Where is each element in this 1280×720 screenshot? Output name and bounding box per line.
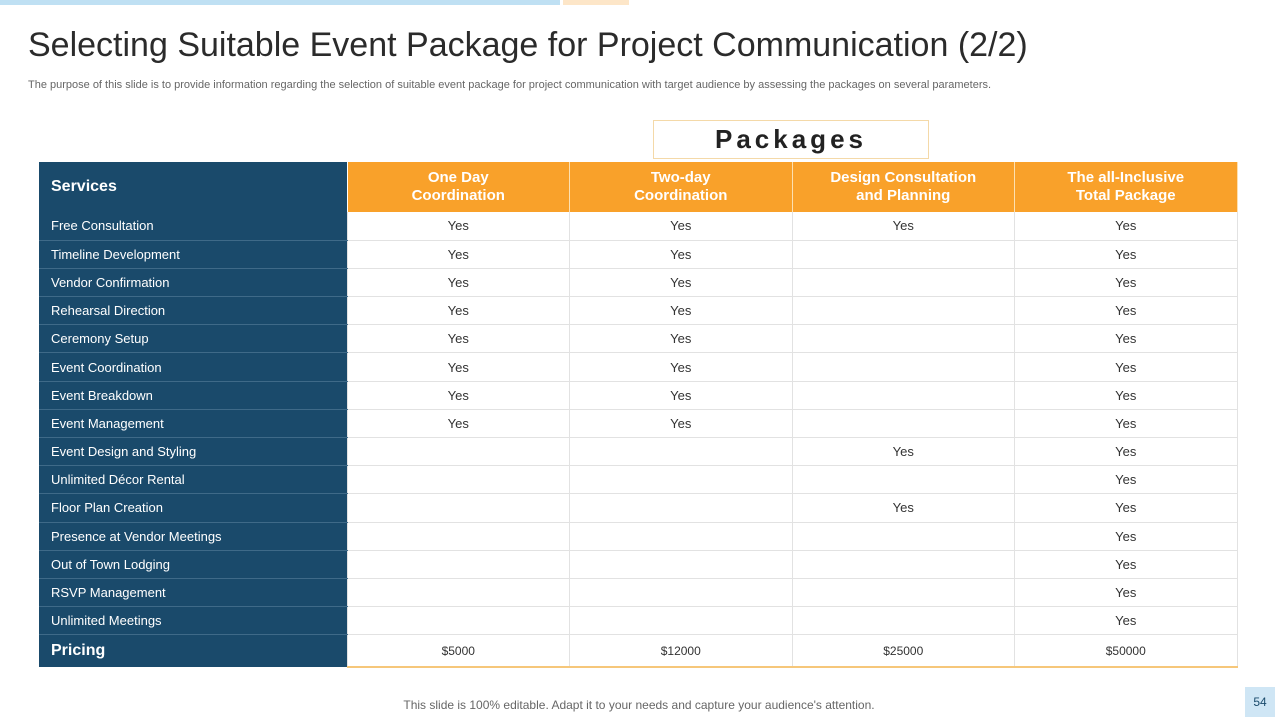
table-cell [792,550,1015,578]
packages-label: Packages [653,120,929,159]
service-name: Vendor Confirmation [39,268,347,296]
table-row [39,381,1237,409]
table-cell: Yes [347,240,570,268]
package-header-line: and Planning [856,187,951,204]
table-cell: Yes [1015,522,1238,550]
package-header-line: Coordination [634,187,728,204]
table-cell: Yes [347,297,570,325]
package-header-line: One Day [427,169,489,186]
table-cell: Yes [347,325,570,353]
table-row [39,297,1237,325]
table-cell: Yes [792,438,1015,466]
table-row [39,268,1237,296]
table-cell: Yes [1015,297,1238,325]
service-name: Ceremony Setup [39,325,347,353]
service-name: Event Breakdown [39,381,347,409]
table-cell: Yes [347,353,570,381]
table-cell [347,550,570,578]
table-cell: Yes [570,268,793,296]
table-row [39,466,1237,494]
service-name: RSVP Management [39,578,347,606]
package-header-line: Coordination [411,187,505,204]
service-name: Event Coordination [39,353,347,381]
top-accent-bar-peach [563,0,629,5]
table-cell [792,268,1015,296]
table-cell [792,240,1015,268]
table-cell: Yes [570,381,793,409]
price-cell: $12000 [570,635,793,667]
table-row [39,212,1237,240]
table-cell [792,522,1015,550]
price-cell: $25000 [792,635,1015,667]
table-cell [570,522,793,550]
table-cell [792,381,1015,409]
table-cell: Yes [347,409,570,437]
services-header: Services [39,162,347,212]
table-cell: Yes [1015,494,1238,522]
table-cell [347,522,570,550]
service-name: Rehearsal Direction [39,297,347,325]
table-cell: Yes [792,212,1015,240]
table-row [39,325,1237,353]
table-header-row [39,162,1237,212]
table-cell: Yes [1015,607,1238,635]
table-row [39,240,1237,268]
table-cell [570,550,793,578]
table-cell [792,466,1015,494]
package-header-one-day [347,162,570,212]
service-name: Free Consultation [39,212,347,240]
package-header-line: Two-day [650,169,711,186]
table-row [39,353,1237,381]
table-cell [792,409,1015,437]
table-row [39,438,1237,466]
table-cell: Yes [1015,325,1238,353]
footer-note: This slide is 100% editable. Adapt it to your needs and capture your audience's attention. [403,698,875,712]
service-name: Event Management [39,409,347,437]
table-row [39,607,1237,635]
package-header-two-day [570,162,793,212]
table-cell [347,466,570,494]
table-cell: Yes [1015,578,1238,606]
page-number: 54 [1245,687,1275,717]
table-cell: Yes [1015,409,1238,437]
table-cell [570,494,793,522]
package-header-line: The all-Inclusive [1067,169,1185,186]
service-name: Floor Plan Creation [39,494,347,522]
table-row [39,409,1237,437]
table-row [39,578,1237,606]
slide-title: Selecting Suitable Event Package for Project Communication (2/2) [28,26,1028,64]
table-cell [792,578,1015,606]
pricing-label: Pricing [39,635,347,667]
table-cell: Yes [1015,212,1238,240]
table-cell [570,578,793,606]
table-cell [792,607,1015,635]
service-name: Event Design and Styling [39,438,347,466]
table-cell: Yes [1015,550,1238,578]
table-cell [347,607,570,635]
table-cell: Yes [570,297,793,325]
table-cell: Yes [347,381,570,409]
table-cell: Yes [347,268,570,296]
table-cell: Yes [570,240,793,268]
package-header-line: Design Consultation [830,169,977,186]
table-cell: Yes [1015,353,1238,381]
table-row [39,522,1237,550]
table-cell: Yes [570,409,793,437]
table-cell [792,325,1015,353]
top-accent-bar-blue [0,0,560,5]
slide-subtitle: The purpose of this slide is to provide information regarding the selection of suitable event package for project communication with target audience by assessing the packages on several parameters. [28,79,992,91]
table-row [39,494,1237,522]
service-name: Unlimited Décor Rental [39,466,347,494]
table-cell: Yes [570,212,793,240]
table-cell: Yes [1015,466,1238,494]
table-cell [570,607,793,635]
table-cell: Yes [792,494,1015,522]
table-cell [347,578,570,606]
service-name: Unlimited Meetings [39,607,347,635]
service-name: Timeline Development [39,240,347,268]
table-cell: Yes [1015,438,1238,466]
pricing-row [39,635,1237,667]
table-row [39,550,1237,578]
table-cell [792,297,1015,325]
table-cell [570,438,793,466]
table-cell [570,466,793,494]
table-cell: Yes [570,353,793,381]
table-cell [347,494,570,522]
table-cell: Yes [1015,240,1238,268]
price-cell: $5000 [347,635,570,667]
table-cell: Yes [570,325,793,353]
package-header-line: Total Package [1075,187,1176,204]
price-cell: $50000 [1015,635,1238,667]
package-header-design-consultation [792,162,1015,212]
service-name: Out of Town Lodging [39,550,347,578]
packages-table [39,162,1238,668]
table-cell [347,438,570,466]
package-header-all-inclusive [1015,162,1238,212]
table-cell [792,353,1015,381]
table-cell: Yes [1015,381,1238,409]
table-cell: Yes [347,212,570,240]
service-name: Presence at Vendor Meetings [39,522,347,550]
table-cell: Yes [1015,268,1238,296]
